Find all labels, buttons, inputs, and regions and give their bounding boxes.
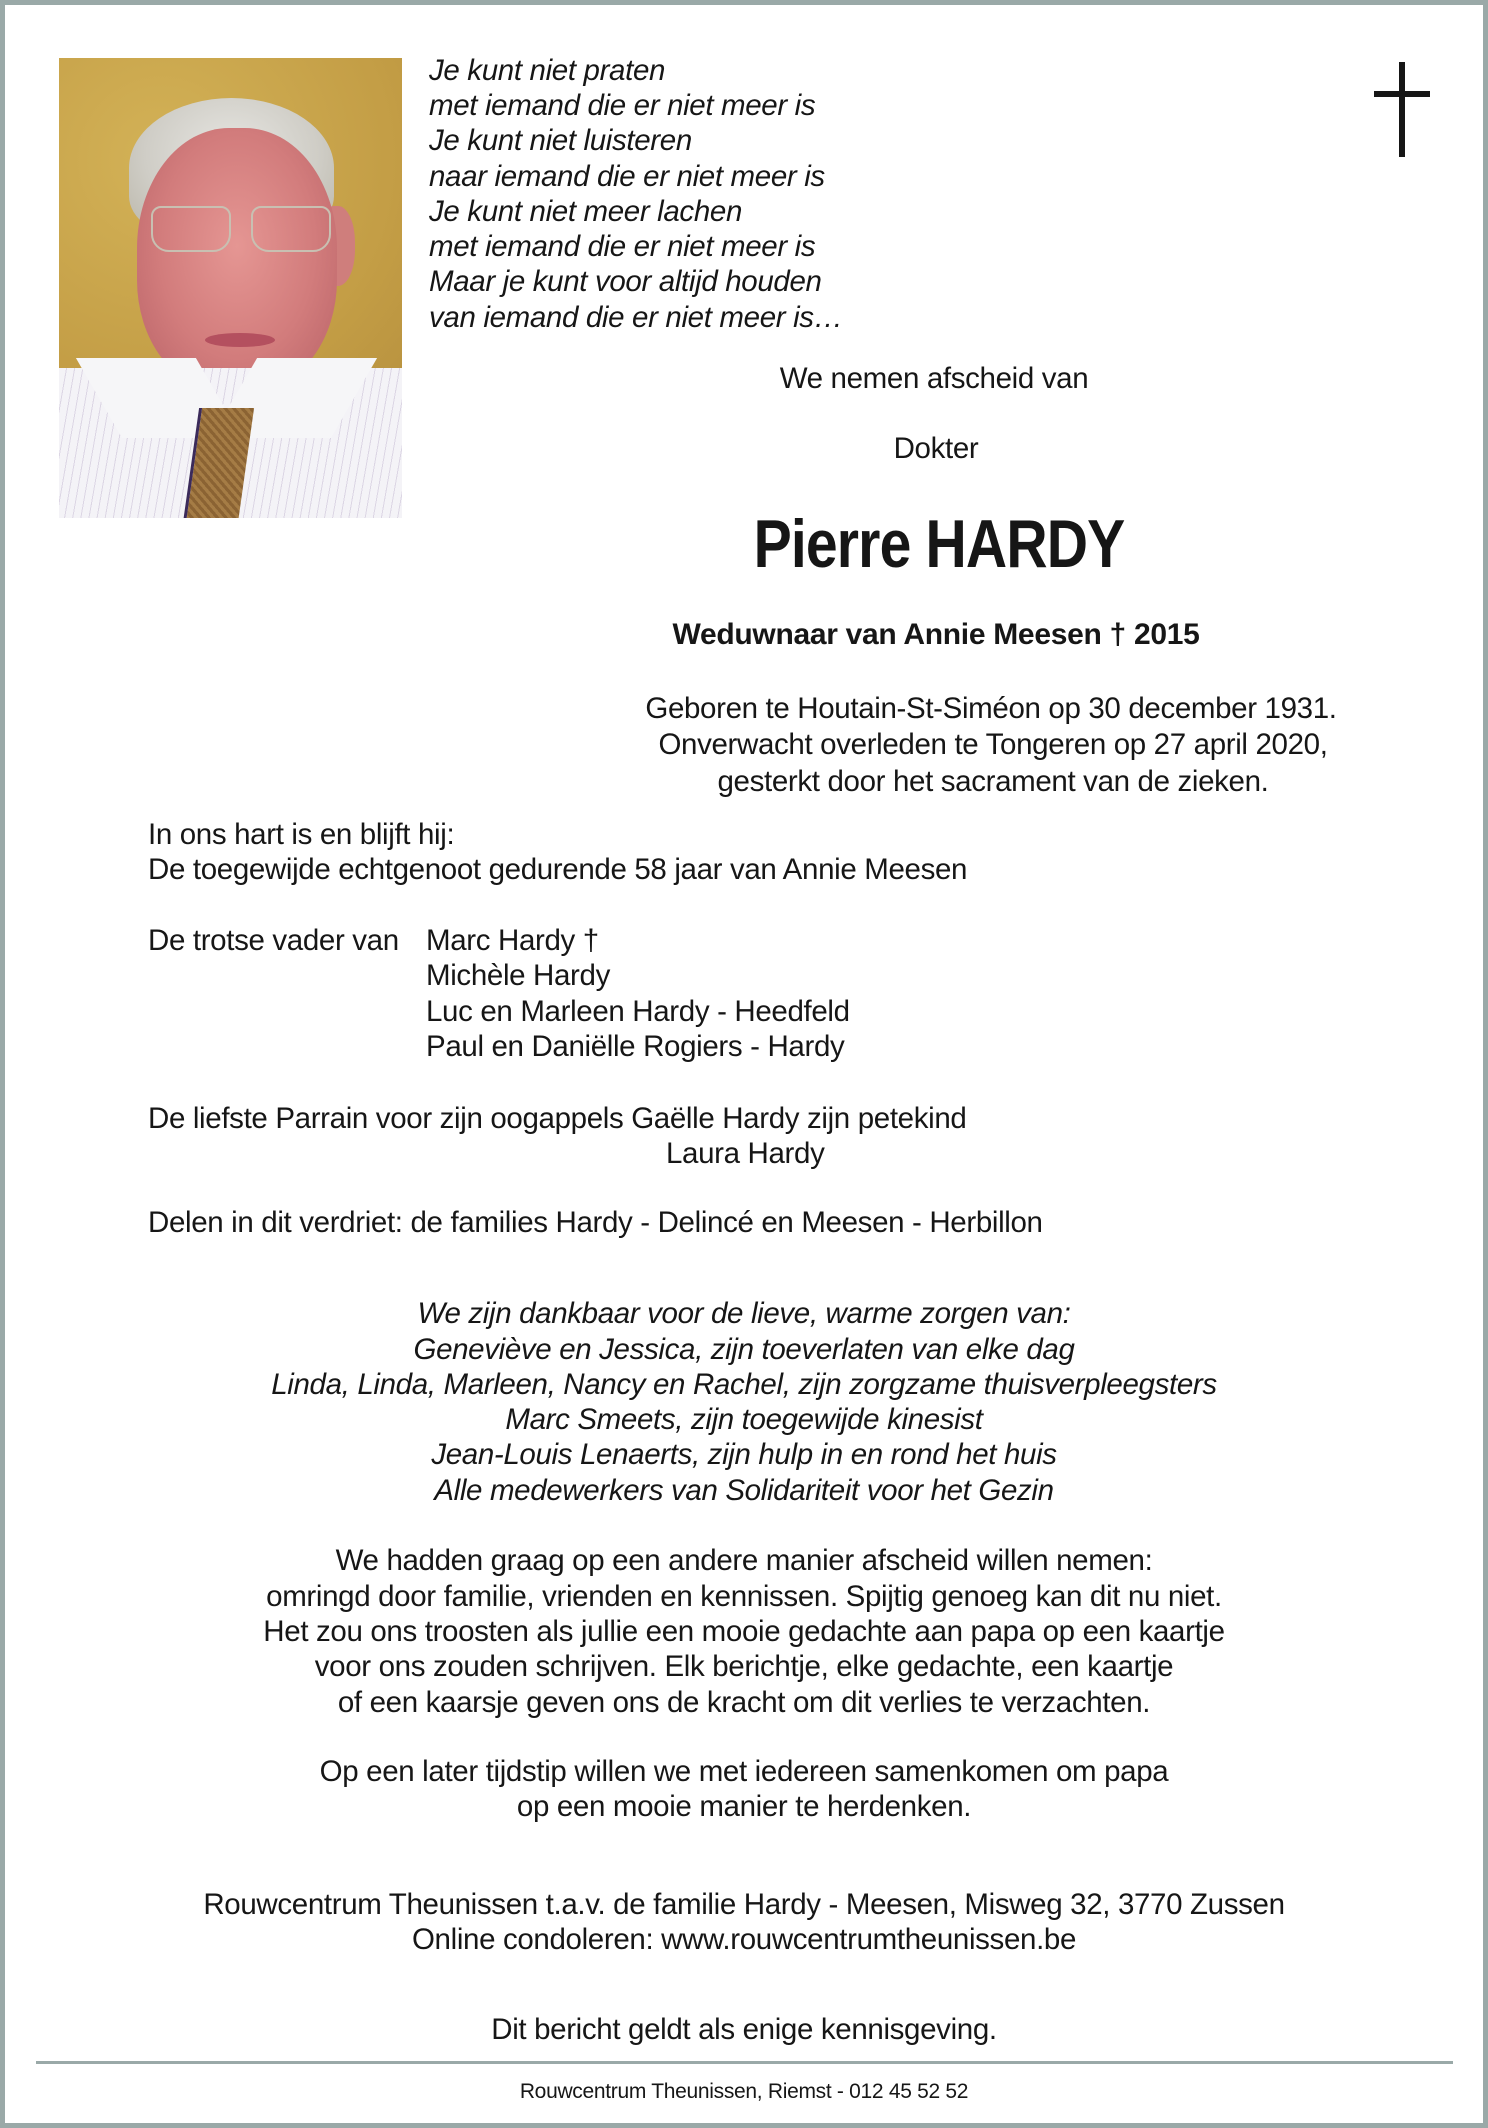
child-name: Paul en Daniëlle Rogiers - Hardy (426, 1030, 845, 1063)
message-line: Het zou ons troosten als jullie een mooie gedachte aan papa op een kaartje (263, 1615, 1225, 1648)
message-line: We hadden graag op een andere manier afscheid willen nemen: (335, 1544, 1153, 1577)
deceased-name: Pierre HARDY (753, 506, 1125, 582)
footer-text: Rouwcentrum Theunissen, Riemst - 012 45 52 52 (519, 2080, 969, 2103)
intro-text: We nemen afscheid van (779, 362, 1089, 395)
footer-divider (36, 2061, 1453, 2064)
poem-line: Je kunt niet praten (429, 54, 666, 87)
notice-line: Dit bericht geldt als enige kennisgeving. (491, 2013, 997, 2046)
poem-line: Maar je kunt voor altijd houden (429, 265, 822, 298)
later-line: op een mooie manier te herdenken. (516, 1790, 972, 1823)
thanks-line: Linda, Linda, Marleen, Nancy en Rachel, zijn zorgzame thuisverpleegsters (271, 1368, 1217, 1401)
thanks-line: We zijn dankbaar voor de lieve, warme zorgen van: (417, 1297, 1071, 1330)
later-line: Op een later tijdstip willen we met iedereen samenkomen om papa (319, 1755, 1169, 1788)
parrain-line: De liefste Parrain voor zijn oogappels Gaëlle Hardy zijn petekind (148, 1102, 967, 1135)
thanks-line: Jean-Louis Lenaerts, zijn hulp in en rond het huis (431, 1438, 1057, 1471)
poem-line: met iemand die er niet meer is (429, 230, 816, 263)
portrait-photo (59, 58, 402, 518)
birth-line: Geboren te Houtain-St-Siméon op 30 december 1931. (645, 692, 1337, 725)
spouse-line: De toegewijde echtgenoot gedurende 58 jaar van Annie Meesen (148, 853, 968, 886)
poem-line: met iemand die er niet meer is (429, 89, 816, 122)
funeral-home-address: Rouwcentrum Theunissen t.a.v. de familie Hardy - Meesen, Misweg 32, 3770 Zussen (203, 1888, 1285, 1921)
sacrament-line: gesterkt door het sacrament van de zieken. (717, 765, 1269, 798)
honorific-title: Dokter (893, 432, 979, 465)
father-intro: De trotse vader van (148, 924, 399, 957)
poem-line: van iemand die er niet meer is… (429, 301, 843, 334)
heart-intro: In ons hart is en blijft hij: (148, 818, 455, 851)
thanks-line: Marc Smeets, zijn toegewijde kinesist (505, 1403, 983, 1436)
child-name: Luc en Marleen Hardy - Heedfeld (426, 995, 850, 1028)
poem-line: Je kunt niet luisteren (429, 124, 692, 157)
thanks-line: Alle medewerkers van Solidariteit voor het Gezin (434, 1474, 1054, 1507)
sharing-line: Delen in dit verdriet: de families Hardy - Delincé en Meesen - Herbillon (148, 1206, 1043, 1239)
poem-line: Je kunt niet meer lachen (429, 195, 743, 228)
message-line: voor ons zouden schrijven. Elk berichtje, elke gedachte, een kaartje (314, 1650, 1174, 1683)
online-condolence-link[interactable]: Online condoleren: www.rouwcentrumtheunissen.be (411, 1923, 1077, 1956)
child-name: Michèle Hardy (426, 959, 610, 992)
widower-line: Weduwnaar van Annie Meesen † 2015 (672, 618, 1200, 651)
godchild-name: Laura Hardy (666, 1137, 825, 1170)
message-line: omringd door familie, vrienden en kennissen. Spijtig genoeg kan dit nu niet. (266, 1580, 1222, 1613)
obituary-page (5, 5, 1483, 2123)
child-name: Marc Hardy † (426, 924, 599, 957)
poem-line: naar iemand die er niet meer is (429, 160, 825, 193)
thanks-line: Geneviève en Jessica, zijn toeverlaten van elke dag (413, 1333, 1075, 1366)
death-line: Onverwacht overleden te Tongeren op 27 april 2020, (658, 728, 1328, 761)
message-line: of een kaarsje geven ons de kracht om dit verlies te verzachten. (337, 1686, 1151, 1719)
